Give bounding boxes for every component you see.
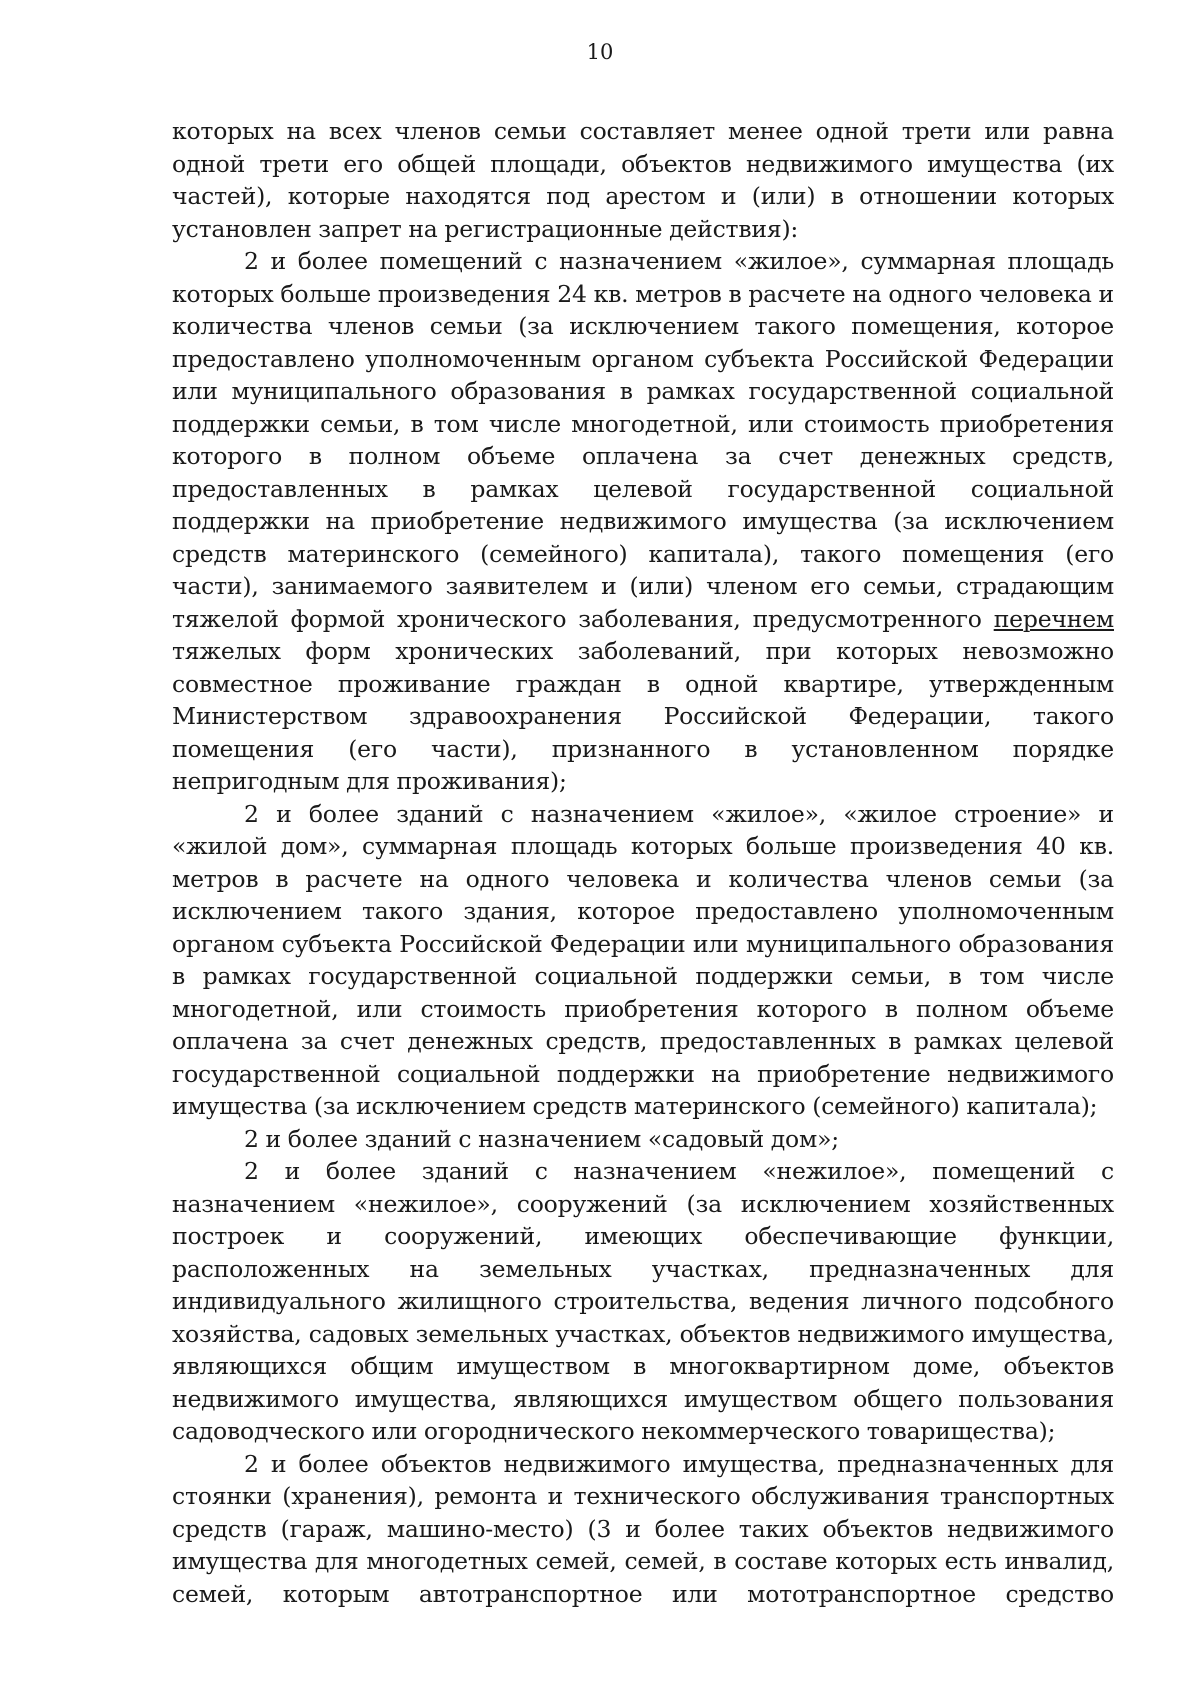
paragraph-non-residential: 2 и более зданий с назначением «нежилое», помещений с назначением «нежилое», сооружений (за исключением хозяйственных построек и сооружений, имеющих обеспечивающие функции, расположенных на земельных участках, предназначенных для индивидуального жилищного строительства, ведения личного подсобного хозяйства, садовых земельных участках, объектов недвижимого имущества, являющихся общим имуществом в многоквартирном доме, объектов недвижимого имущества, являющихся имуществом общего пользования садоводческого или огороднического некоммерческого товарищества);	[172, 1157, 1114, 1445]
paragraph-garden-house: 2 и более зданий с назначением «садовый дом»;	[244, 1124, 839, 1153]
paragraph-text: тяжелых форм хронических заболеваний, при которых невозможно совместное проживание граждан в одной квартире, утвержденным Министерством здравоохранения Российской Федерации, такого помещения (его части), признанного в установленном порядке непригодным для проживания);	[172, 637, 1114, 795]
paragraph-residential-premises	[172, 245, 1114, 798]
paragraph-residential-buildings: 2 и более зданий с назначением «жилое», «жилое строение» и «жилой дом», суммарная площадь которых больше произведения 40 кв. метров в расчете на одного человека и количества членов семьи (за исключением такого здания, которое предоставлено уполномоченным органом субъекта Российской Федерации или муниципального образования в рамках государственной социальной поддержки семьи, в том числе многодетной, или стоимость приобретения которого в полном объеме оплачена за счет денежных средств, предоставленных в рамках целевой государственной социальной поддержки на приобретение недвижимого имущества (за исключением средств материнского (семейного) капитала);	[172, 799, 1114, 1120]
paragraph-continuation: которых на всех членов семьи составляет менее одной трети или равна одной трети его общей площади, объектов недвижимого имущества (их частей), которые находятся под арестом и (или) в отношении которых установлен запрет на регистрационные действия):	[172, 117, 1114, 243]
document-body	[172, 115, 1114, 1610]
paragraph-garages: 2 и более объектов недвижимого имущества, предназначенных для стоянки (хранения), ремонта и технического обслуживания транспортных средств (гараж, машино-место) (3 и более таких объектов недвижимого имущества для многодетных семей, семей, в составе которых есть инвалид, семей, которым автотранспортное или мототранспортное средство	[172, 1449, 1114, 1608]
paragraph-text: 2 и более помещений с назначением «жилое», суммарная площадь которых больше произведения 24 кв. метров в расчете на одного человека и количества членов семьи (за исключением такого помещения, которое предоставлено уполномоченным органом субъекта Российской Федерации или муниципального образования в рамках государственной социальной поддержки семьи, в том числе многодетной, или стоимость приобретения которого в полном объеме оплачена за счет денежных средств, предоставленных в рамках целевой государственной социальной поддержки на приобретение недвижимого имущества (за исключением средств материнского (семейного) капитала), такого помещения (его части), занимаемого заявителем и (или) членом его семьи, страдающим тяжелой формой хронического заболевания, предусмотренного	[172, 247, 1114, 633]
list-reference-link[interactable]: перечнем	[993, 604, 1114, 633]
page-number: 10	[586, 40, 614, 64]
